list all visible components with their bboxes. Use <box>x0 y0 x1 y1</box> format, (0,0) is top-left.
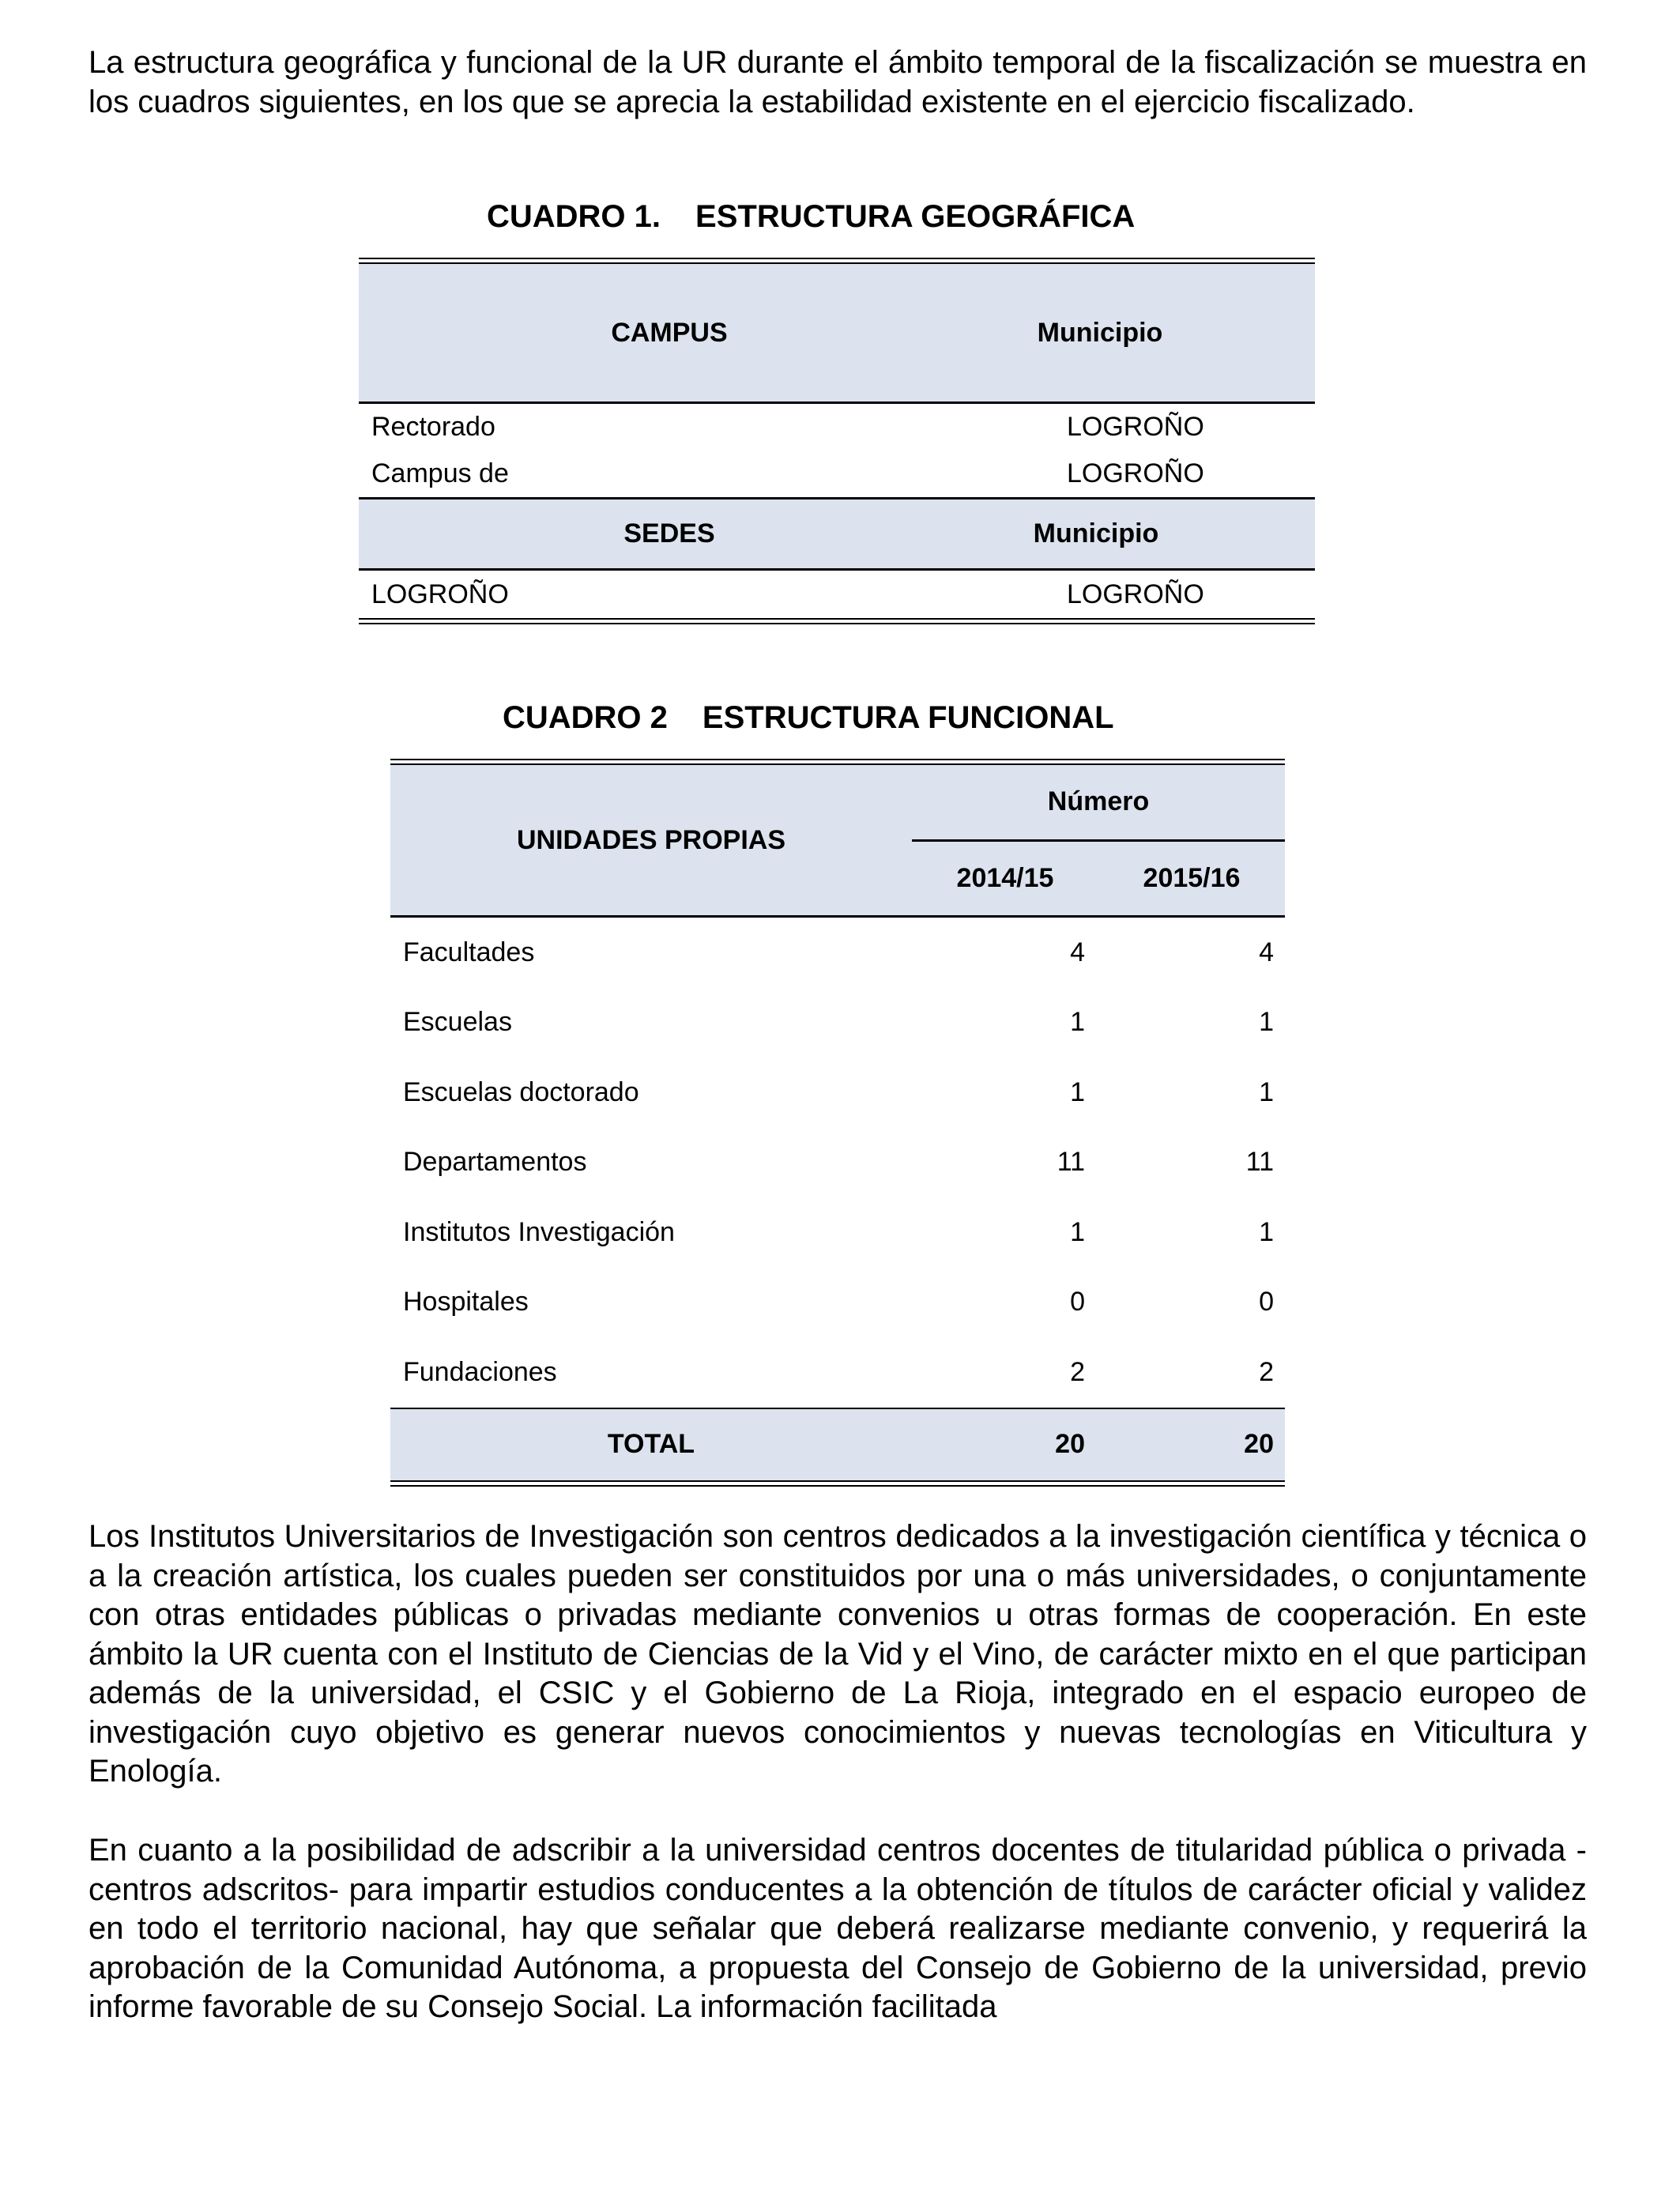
header-year-2015-16: 2015/16 <box>1143 862 1241 893</box>
value-2015-16: 1 <box>1259 1216 1274 1247</box>
total-2015-16: 20 <box>1244 1429 1274 1459</box>
table1-number: CUADRO 1. <box>487 199 661 234</box>
value-2014-15: 11 <box>1057 1147 1085 1178</box>
value-2015-16: 1 <box>1259 1007 1274 1038</box>
header-municipio: Municipio <box>1037 317 1163 348</box>
value-2014-15: 4 <box>1070 937 1085 967</box>
header-sedes: SEDES <box>623 518 715 548</box>
total-label: TOTAL <box>607 1429 695 1459</box>
table-row <box>390 1128 1285 1198</box>
value-2014-15: 2 <box>1070 1356 1085 1387</box>
table-row <box>359 571 1315 618</box>
table2-header <box>390 765 1285 915</box>
unit-label: Institutos Investigación <box>403 1216 675 1247</box>
table-row <box>390 1268 1285 1338</box>
table2-caption <box>503 700 1114 736</box>
table1-header-campus <box>359 264 1315 401</box>
table-row <box>390 1057 1285 1128</box>
table2-top-rule <box>390 759 1285 765</box>
total-2014-15: 20 <box>1055 1429 1085 1459</box>
header-unidades-propias: UNIDADES PROPIAS <box>516 824 786 855</box>
institutos-paragraph: Los Institutos Universitarios de Investigación son centros dedicados a la investigación científica y técnica o a la creación artística, los cuales pueden ser constituidos por una o más universidades, o conjuntamente con otras entidades públicas o privadas mediante convenios u otras formas de cooperación. En este ámbito la UR cuenta con el Instituto de Ciencias de la Vid y el Vino, de carácter mixto en el que participan además de la universidad, el CSIC y el Gobierno de La Rioja, integrado en el espacio europeo de investigación cuyo objetivo es generar nuevos conocimientos y nuevas tecnologías en Viticultura y Enología. <box>89 1519 1587 1789</box>
table-row <box>390 988 1285 1058</box>
value-2014-15: 1 <box>1070 1076 1085 1107</box>
campus-municipio: LOGROÑO <box>1067 458 1204 488</box>
table1-header-sedes <box>359 499 1315 568</box>
campus-name: Campus de <box>371 458 509 488</box>
value-2015-16: 4 <box>1259 937 1274 967</box>
campus-name: Rectorado <box>371 412 495 442</box>
sede-municipio: LOGROÑO <box>1067 579 1204 609</box>
table1-title: ESTRUCTURA GEOGRÁFICA <box>695 199 1136 234</box>
header-numero: Número <box>912 765 1285 842</box>
campus-municipio: LOGROÑO <box>1067 412 1204 442</box>
table-row <box>390 1337 1285 1408</box>
table-row <box>390 918 1285 988</box>
header-municipio: Municipio <box>1033 518 1159 548</box>
value-2014-15: 0 <box>1070 1287 1085 1318</box>
table-estructura-geografica <box>359 258 1315 624</box>
value-2015-16: 2 <box>1259 1356 1274 1387</box>
table-estructura-funcional <box>390 759 1285 1487</box>
unit-label: Facultades <box>403 937 535 967</box>
table-row <box>359 404 1315 450</box>
unit-label: Fundaciones <box>403 1356 557 1387</box>
unit-label: Escuelas doctorado <box>403 1076 639 1107</box>
table2-bottom-rule <box>390 1480 1285 1487</box>
table2-number: CUADRO 2 <box>503 700 668 735</box>
sede-name: LOGROÑO <box>371 579 509 609</box>
table2-title: ESTRUCTURA FUNCIONAL <box>702 700 1114 735</box>
header-year-2014-15: 2014/15 <box>956 862 1054 893</box>
value-2015-16: 1 <box>1259 1076 1274 1107</box>
header-campus: CAMPUS <box>611 317 728 348</box>
table1-bottom-rule <box>359 618 1315 624</box>
unit-label: Departamentos <box>403 1147 587 1178</box>
unit-label: Escuelas <box>403 1007 512 1038</box>
table2-total-row <box>390 1409 1285 1480</box>
intro-paragraph: La estructura geográfica y funcional de la UR durante el ámbito temporal de la fiscalización se muestra en los cuadros siguientes, en los que se aprecia la estabilidad existente en el ejercicio fiscalizado. <box>89 45 1587 119</box>
unit-label: Hospitales <box>403 1287 529 1318</box>
table1-caption <box>487 199 1135 235</box>
table1-top-rule <box>359 258 1315 264</box>
value-2014-15: 1 <box>1070 1216 1085 1247</box>
table-row <box>390 1197 1285 1268</box>
value-2015-16: 11 <box>1245 1147 1274 1178</box>
value-2015-16: 0 <box>1259 1287 1274 1318</box>
value-2014-15: 1 <box>1070 1007 1085 1038</box>
adscritos-paragraph: En cuanto a la posibilidad de adscribir a la universidad centros docentes de titularidad pública o privada -centros adscritos- para impartir estudios conducentes a la obtención de títulos de carácter oficial y validez en todo el territorio nacional, hay que señalar que deberá realizarse mediante convenio, y requerirá la aprobación de la Comunidad Autónoma, a propuesta del Consejo de Gobierno de la universidad, previo informe favorable de su Consejo Social. La información facilitada <box>89 1833 1587 2024</box>
table-row <box>359 450 1315 497</box>
